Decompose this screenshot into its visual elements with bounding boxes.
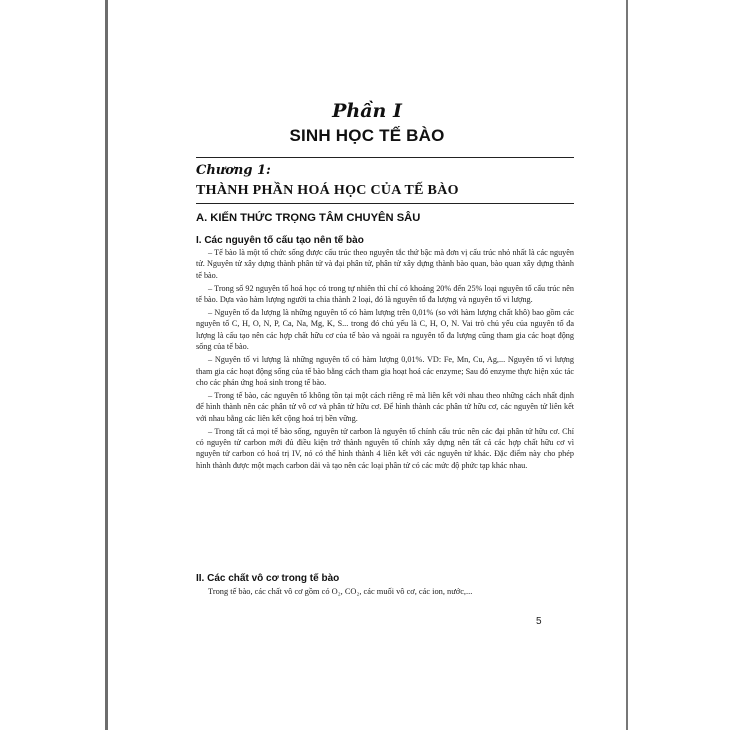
subsection-heading-1: I. Các nguyên tố cấu tạo nên tế bào xyxy=(196,235,364,246)
section-heading: A. KIẾN THỨC TRỌNG TÂM CHUYÊN SÂU xyxy=(196,212,421,224)
paragraph: – Nguyên tố vi lượng là những nguyên tố có hàm lượng 0,01%. VD: Fe, Mn, Cu, Ag,... Nguyên tố vi lượng tham gia các hoạt động sống của tế bào bằng cách tham gia hoạt hoá các enzyme; Sau đó enzyme thực hiện xúc tác cho các phản ứng hoá sinh trong tế bào. xyxy=(196,355,574,387)
paragraph: – Tế bào là một tổ chức sống được cấu trúc theo nguyên tắc thứ bậc mà đơn vị cấu trúc nhỏ nhất là các nguyên tử. Nguyên tử xây dựng thành phân tử và đại phân tử, phân tử xây dựng thành bào quan, bào quan xây dựng thành tế bào. xyxy=(196,248,574,280)
part-label: Phần I xyxy=(332,100,402,122)
chapter-label: Chương 1: xyxy=(196,163,271,178)
chapter-bottom-rule xyxy=(196,203,574,204)
subsection-heading-2: II. Các chất vô cơ trong tế bào xyxy=(196,573,340,584)
left-background xyxy=(0,0,105,730)
part-title: SINH HỌC TẾ BÀO xyxy=(289,126,445,145)
body-text xyxy=(196,247,574,473)
book-page xyxy=(105,0,628,730)
chapter-title: THÀNH PHẦN HOÁ HỌC CỦA TẾ BÀO xyxy=(196,183,459,198)
paragraph: – Nguyên tố đa lượng là những nguyên tố có hàm lượng trên 0,01% (so với hàm lượng chất khô) bao gồm các nguyên tố C, H, O, N, P, Ca, Na, Mg, K, S... trong đó chủ yếu là C, H, O, N. Vai trò chủ yếu của nguyên tố đa lượng là cấu tạo nên các hợp chất hữu cơ của tế bào và ngoài ra nguyên tố đa lượng cũng tham gia các hoạt động sống của tế bào. xyxy=(196,308,574,352)
paragraph: – Trong tất cả mọi tế bào sống, nguyên tử carbon là nguyên tố chính cấu trúc nên các đại phân tử hữu cơ. Chỉ có nguyên tử carbon mới đủ điều kiện trở thành nguyên tố chính xây dựng nên tất cả các hợp chất hữu cơ vì nguyên tử carbon có hoá trị IV, nó có thể hình thành 4 liên kết với các nguyên tử khác. Đặc điểm này cho phép hình thành được một mạch carbon dài và tạo nên các loại phân tử có các mức độ phức tạp khác nhau. xyxy=(196,426,574,470)
page-number: 5 xyxy=(536,616,542,627)
paragraph: – Trong tế bào, các nguyên tố không tồn tại một cách riêng rẽ mà liên kết với nhau theo những cách nhất định để hình thành nên các phân tử vô cơ và phân tử hữu cơ. Để hình thành các phân tử hữu cơ, các nguyên tử liên kết với nhau bằng các liên kết cộng hoá trị bền vững. xyxy=(196,390,574,423)
paragraph-inorganic: Trong tế bào, các chất vô cơ gồm có O₂, CO₂, các muối vô cơ, các ion, nước,... xyxy=(208,587,473,596)
paragraph: – Trong số 92 nguyên tố hoá học có trong tự nhiên thì chỉ có khoảng 20% đến 25% loại nguyên tố cấu trúc nên tế bào. Dựa vào hàm lượng người ta chia thành 2 loại, đó là nguyên tố đa lượng và nguyên tố vi lượng. xyxy=(196,283,574,305)
chapter-top-rule xyxy=(196,157,574,158)
